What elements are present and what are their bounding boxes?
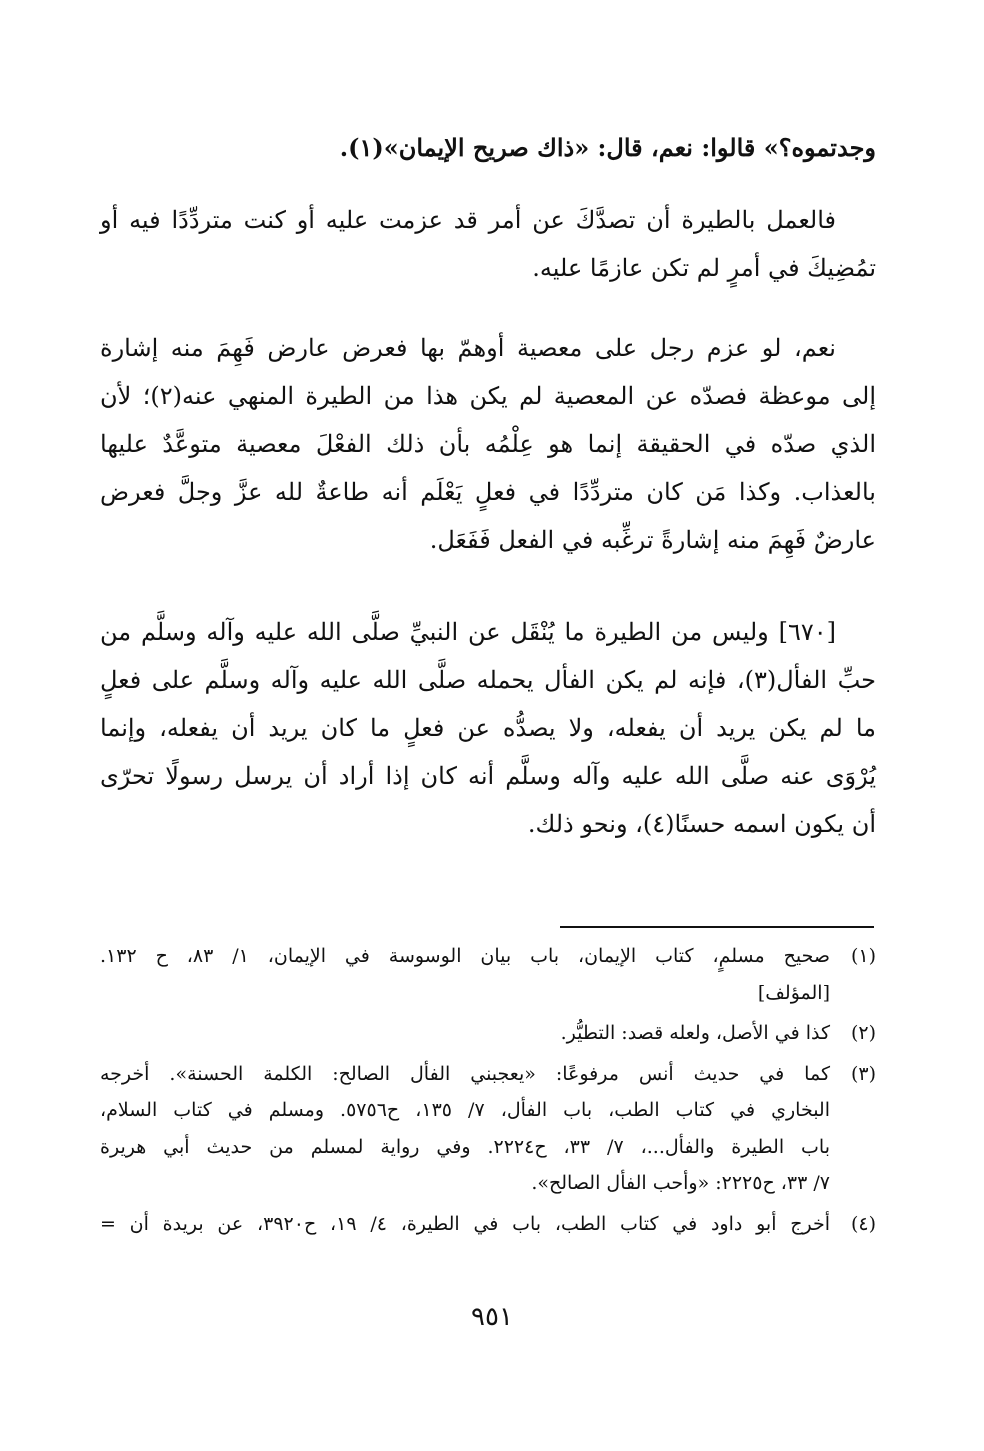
text-line: أن يكون اسمه حسنًا(٤)، ونحو ذلك. [527, 810, 876, 838]
footnote-line: أخرج أبو داود في كتاب الطب، باب في الطيرة، ٤/ ١٩، ح٣٩٢٠، عن بريدة أن = [100, 1212, 831, 1235]
text-line: [٦٧٠] وليس من الطيرة ما يُنْقَل عن النبيِّ صلَّى الله عليه وآله وسلَّم من [100, 618, 836, 646]
text-line: وجدتموه؟» قالوا: نعم، قال: «ذاك صريح الإيمان»(١). [339, 133, 876, 162]
footnote-4 [100, 1206, 876, 1243]
text-line: فالعمل بالطيرة أن تصدَّكَ عن أمر قد عزمت عليه أو كنت متردِّدًا فيه أو [100, 206, 836, 234]
paragraph-tatayyur-definition [100, 196, 876, 292]
footnote-1 [100, 938, 876, 1011]
text-line: إلى موعظة فصدّه عن المعصية لم يكن هذا من الطيرة المنهي عنه(٢)؛ لأن [100, 382, 876, 410]
footnote-2 [100, 1015, 876, 1052]
footnote-line: صحيح مسلمٍ، كتاب الإيمان، باب بيان الوسوسة في الإيمان، ١/ ٨٣، ح ١٣٢. [100, 945, 830, 967]
footnote-number: (٤) [850, 1212, 876, 1235]
footnote-line: [المؤلف] [757, 981, 830, 1004]
footnote-line: البخاري في كتاب الطب، باب الفأل، ٧/ ١٣٥، ح٥٧٥٦. ومسلم في كتاب السلام، [100, 1099, 831, 1121]
text-line: ما لم يكن يريد أن يفعله، ولا يصدُّه عن فعلٍ ما كان يريد أن يفعله، وإنما [100, 714, 876, 742]
paragraph-exception [100, 324, 876, 564]
paragraph-670-fal [100, 608, 876, 848]
text-line: عارضٌ فَهِمَ منه إشارةً ترغِّبه في الفعل فَفَعَل. [429, 526, 876, 554]
text-line: يُرْوَى عنه صلَّى الله عليه وآله وسلَّم أنه كان إذا أراد أن يرسل رسولًا تحرّى [100, 762, 876, 790]
footnote-number: (٢) [850, 1022, 876, 1044]
footnote-number: (١) [850, 945, 876, 967]
text-line: الذي صدّه في الحقيقة إنما هو عِلْمُه بأن ذلك الفعْلَ معصية متوعَّدٌ عليها [100, 430, 876, 458]
footnote-number: (٣) [850, 1062, 876, 1085]
page-number: ٩٥١ [471, 1302, 513, 1332]
text-line: بالعذاب. وكذا مَن كان متردِّدًا في فعلٍ يَعْلَم أنه طاعةٌ لله عزَّ وجلَّ فعرض [100, 478, 876, 506]
footnote-line: كما في حديث أنس مرفوعًا: «يعجبني الفأل الصالح: الكلمة الحسنة». أخرجه [100, 1062, 830, 1085]
footnotes [100, 938, 876, 1246]
footnote-3 [100, 1056, 876, 1202]
text-line: نعم، لو عزم رجل على معصية أوهمّ بها فعرض عارض فَهِمَ منه إشارة [100, 334, 836, 362]
text-line: حبِّ الفأل(٣)، فإنه لم يكن الفأل يحمله صلَّى الله عليه وآله وسلَّم على فعلٍ [100, 666, 876, 694]
paragraph-continuation [100, 124, 876, 172]
footnote-line: كذا في الأصل، ولعله قصد: التطيُّر. [560, 1022, 830, 1044]
text-line: تمُضِيكَ في أمرٍ لم تكن عازمًا عليه. [532, 254, 876, 282]
footnote-separator [560, 926, 874, 928]
footnote-line: ٧/ ٣٣، ح٢٢٢٥: «وأحب الفأل الصالح». [531, 1172, 830, 1194]
footnote-line: باب الطيرة والفأل...، ٧/ ٣٣، ح٢٢٢٤. وفي رواية لمسلم من حديث أبي هريرة [100, 1135, 831, 1158]
